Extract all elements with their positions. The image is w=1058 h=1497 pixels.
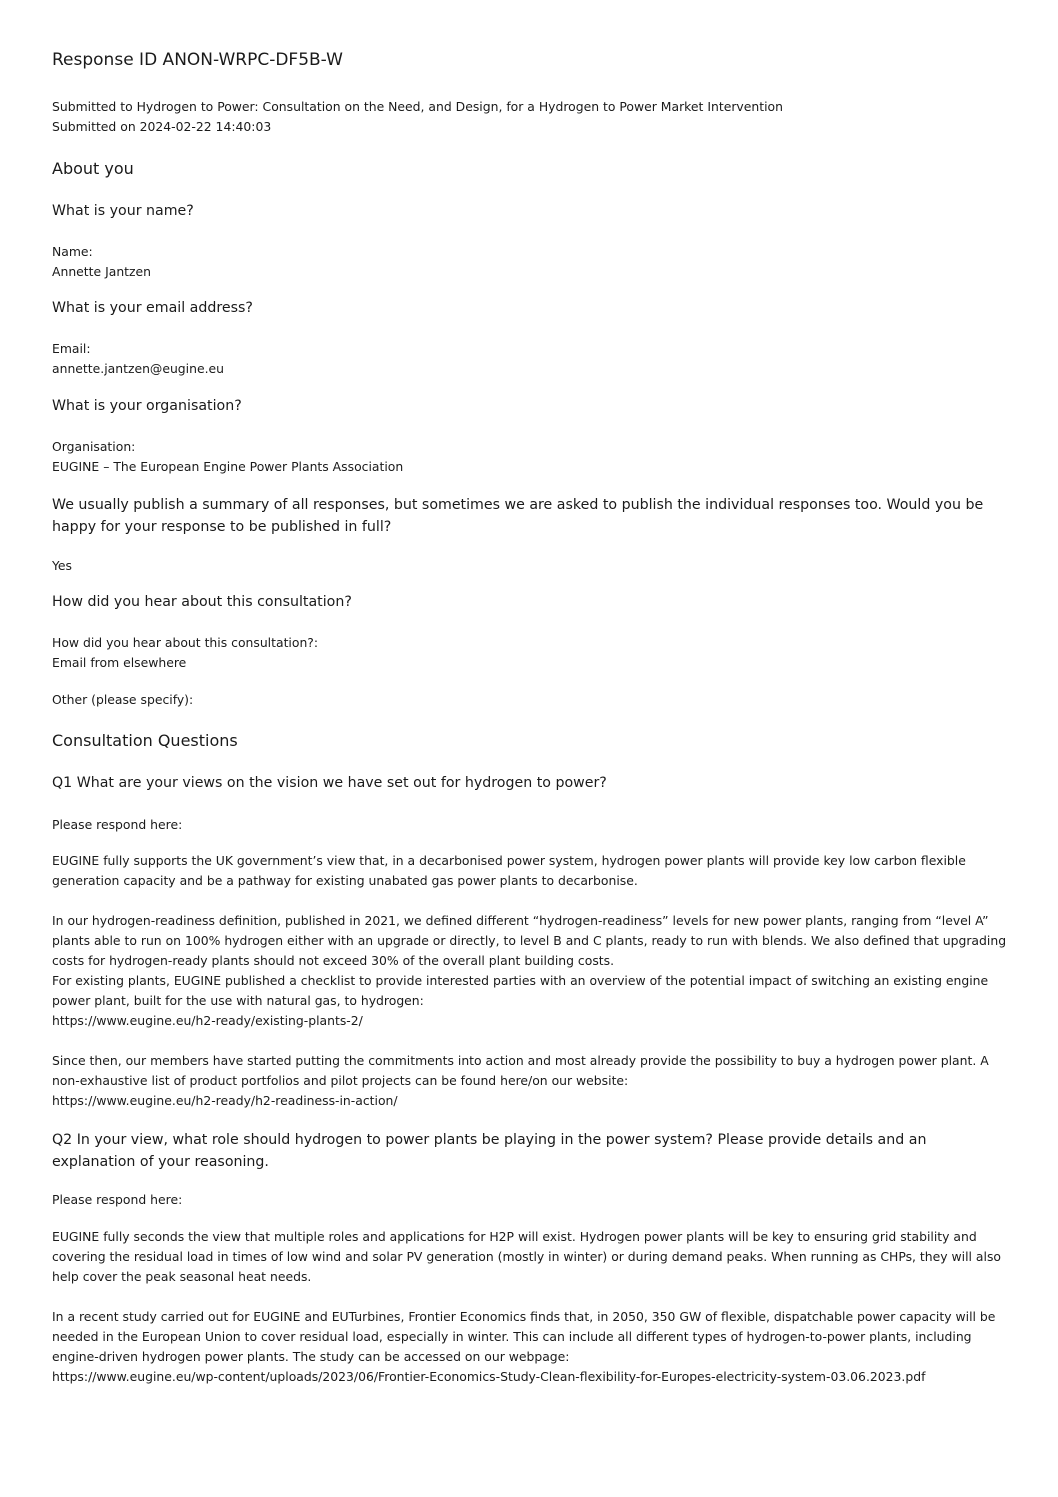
- response-title: Response ID ANON-WRPC-DF5B-W: [52, 50, 343, 70]
- hear-label: How did you hear about this consultation?:: [52, 635, 319, 650]
- q2-paragraph-2: In a recent study carried out for EUGINE and EUTurbines, Frontier Economics finds that, in 2050, 350 GW of flexible, dispatchable power capacity will be needed in the European Union to cover residual load, especially in winter. This can include all different types of hydrogen-to-power plants, including engine-driven hydrogen power plants. The study can be accessed on our webpage:: [52, 1309, 996, 1364]
- q1-paragraph-3: For existing plants, EUGINE published a checklist to provide interested parties with an overview of the potential impact of switching an existing engine power plant, built for the use with natural gas, to hydrogen:: [52, 973, 989, 1008]
- q1-paragraph-4: Since then, our members have started putting the commitments into action and most already provide the possibility to buy a hydrogen power plant. A non-exhaustive list of product portfolios and pilot projects can be found here/on our website:: [52, 1053, 989, 1088]
- submitted-to: Submitted to Hydrogen to Power: Consultation on the Need, and Design, for a Hydrogen to Power Market Intervention: [52, 99, 783, 114]
- email-value: annette.jantzen@eugine.eu: [52, 361, 224, 376]
- publish-answer: Yes: [52, 558, 73, 573]
- email-label: Email:: [52, 341, 91, 356]
- q1-link-existing-plants: https://www.eugine.eu/h2-ready/existing-plants-2/: [52, 1013, 363, 1028]
- q1-paragraph-2: In our hydrogen-readiness definition, published in 2021, we defined different “hydrogen-readiness” levels for new power plants, ranging from “level A” plants able to run on 100% hydrogen either with an upgrade or directly, to level B and C plants, ready to run with blends. We also defined that upgrading costs for hydrogen-ready plants should not exceed 30% of the overall plant building costs.: [52, 913, 1007, 968]
- hear-question: How did you hear about this consultation?: [52, 594, 352, 610]
- q1-respond-label: Please respond here:: [52, 817, 183, 832]
- name-value: Annette Jantzen: [52, 264, 152, 279]
- about-heading: About you: [52, 159, 134, 178]
- email-question: What is your email address?: [52, 300, 253, 316]
- q2-question: Q2 In your view, what role should hydrogen to power plants be playing in the power system? Please provide details and an explanation of your reasoning.: [52, 1132, 927, 1170]
- organisation-label: Organisation:: [52, 439, 136, 454]
- other-label: Other (please specify):: [52, 692, 194, 707]
- organisation-question: What is your organisation?: [52, 398, 242, 414]
- submitted-on: Submitted on 2024-02-22 14:40:03: [52, 119, 272, 134]
- q2-paragraph-1: EUGINE fully seconds the view that multiple roles and applications for H2P will exist. Hydrogen power plants will be key to ensuring grid stability and covering the residual load in times of low wind and solar PV generation (mostly in winter) or during demand peaks. When running as CHPs, they will also help cover the peak seasonal heat needs.: [52, 1229, 1002, 1284]
- q2-respond-label: Please respond here:: [52, 1192, 183, 1207]
- q1-link-h2-readiness: https://www.eugine.eu/h2-ready/h2-readiness-in-action/: [52, 1093, 398, 1108]
- consultation-heading: Consultation Questions: [52, 731, 238, 750]
- name-label: Name:: [52, 244, 93, 259]
- name-question: What is your name?: [52, 203, 194, 219]
- q1-question: Q1 What are your views on the vision we have set out for hydrogen to power?: [52, 775, 607, 791]
- q2-link-frontier-study: https://www.eugine.eu/wp-content/uploads/2023/06/Frontier-Economics-Study-Clean-flexibility-for-Europes-electricity-system-03.06.2023.pdf: [52, 1369, 926, 1384]
- publish-question: We usually publish a summary of all responses, but sometimes we are asked to publish the individual responses too. Would you be happy for your response to be published in full?: [52, 497, 984, 535]
- hear-value: Email from elsewhere: [52, 655, 187, 670]
- organisation-value: EUGINE – The European Engine Power Plants Association: [52, 459, 404, 474]
- q1-paragraph-1: EUGINE fully supports the UK government’s view that, in a decarbonised power system, hydrogen power plants will provide key low carbon flexible generation capacity and be a pathway for existing unabated gas power plants to decarbonise.: [52, 853, 966, 888]
